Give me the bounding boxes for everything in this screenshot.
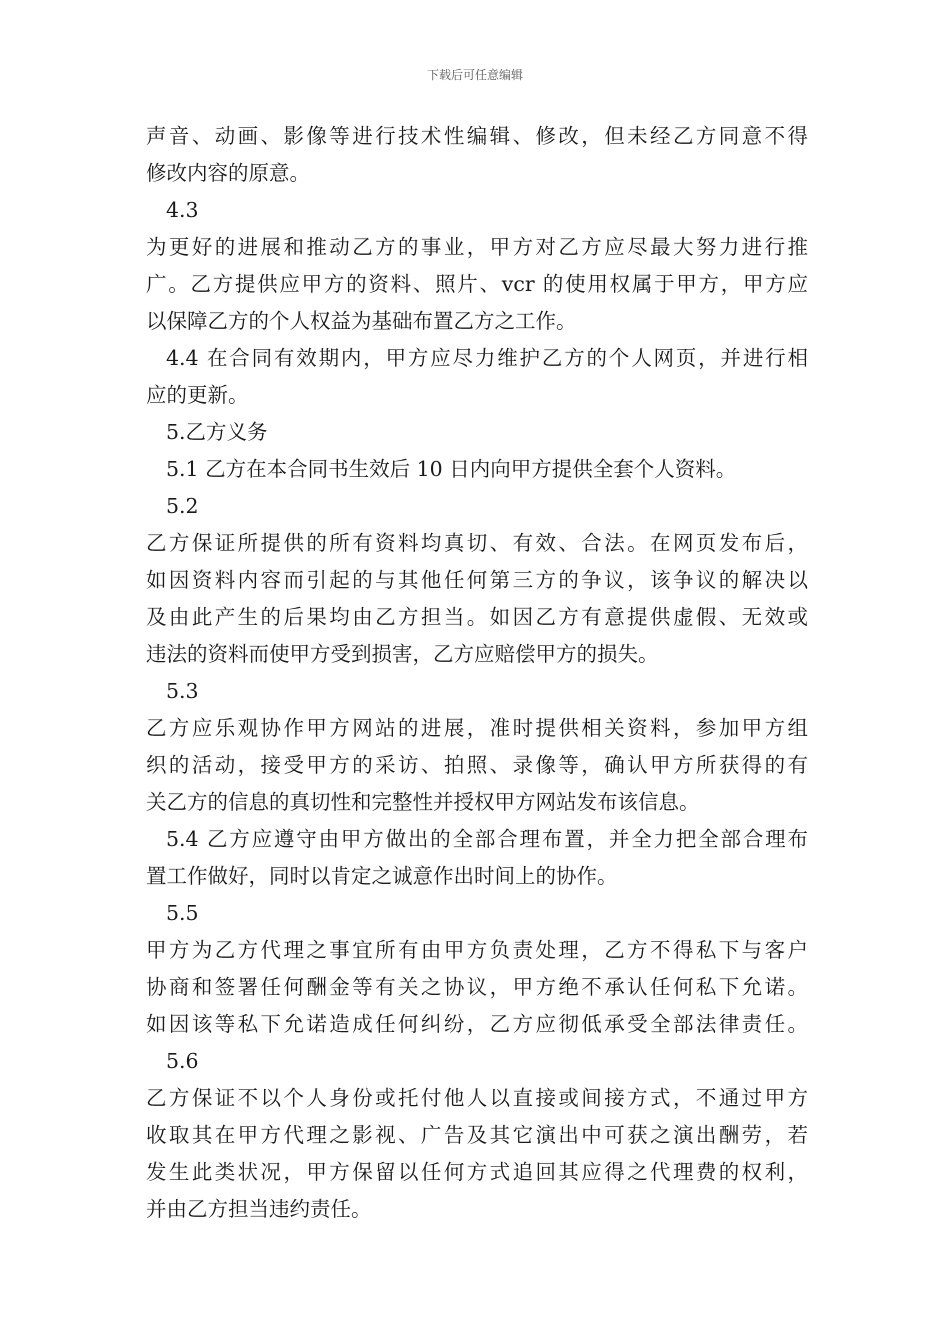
text-line: 5.4 乙方应遵守由甲方做出的全部合理布置，并全力把全部合理布 <box>166 827 808 851</box>
text-line: 发生此类状况，甲方保留以任何方式追回其应得之代理费的权利， <box>146 1160 808 1184</box>
text-line: 修改内容的原意。 <box>146 161 310 185</box>
text-line: 关乙方的信息的真切性和完整性并授权甲方网站发布该信息。 <box>146 790 700 814</box>
text-line: 如因资料内容而引起的与其他任何第三方的争议，该争议的解决以 <box>146 568 808 592</box>
text-line: 乙方保证不以个人身份或托付他人以直接或间接方式，不通过甲方 <box>146 1086 808 1110</box>
text-line: 织的活动，接受甲方的采访、拍照、录像等，确认甲方所获得的有 <box>146 753 808 777</box>
text-line: 乙方应乐观协作甲方网站的进展，准时提供相关资料，参加甲方组 <box>146 716 808 740</box>
text-line: 5.乙方义务 <box>166 420 268 444</box>
document-body <box>146 118 808 1228</box>
text-line: 并由乙方担当违约责任。 <box>146 1197 372 1221</box>
text-line: 5.3 <box>166 679 199 703</box>
text-line: 乙方保证所提供的所有资料均真切、有效、合法。在网页发布后， <box>146 531 808 555</box>
text-line: 为更好的进展和推动乙方的事业，甲方对乙方应尽最大努力进行推 <box>146 235 808 259</box>
text-line: 5.1 乙方在本合同书生效后 10 日内向甲方提供全套个人资料。 <box>166 457 737 481</box>
text-line: 以保障乙方的个人权益为基础布置乙方之工作。 <box>146 309 577 333</box>
text-line: 4.3 <box>166 198 199 222</box>
text-line: 声音、动画、影像等进行技术性编辑、修改，但未经乙方同意不得 <box>146 124 808 148</box>
text-line: 协商和签署任何酬金等有关之协议，甲方绝不承认任何私下允诺。 <box>146 975 808 999</box>
page-header-note: 下载后可任意编辑 <box>426 68 523 82</box>
text-line: 4.4 在合同有效期内，甲方应尽力维护乙方的个人网页，并进行相 <box>166 346 808 370</box>
text-line: 5.6 <box>166 1049 199 1073</box>
text-line: 广。乙方提供应甲方的资料、照片、vcr 的使用权属于甲方，甲方应 <box>146 272 808 296</box>
text-line: 违法的资料而使甲方受到损害，乙方应赔偿甲方的损失。 <box>146 642 659 666</box>
text-line: 甲方为乙方代理之事宜所有由甲方负责处理，乙方不得私下与客户 <box>146 938 808 962</box>
text-line: 收取其在甲方代理之影视、广告及其它演出中可获之演出酬劳，若 <box>146 1123 808 1147</box>
text-line: 及由此产生的后果均由乙方担当。如因乙方有意提供虚假、无效或 <box>146 605 808 629</box>
text-line: 置工作做好，同时以肯定之诚意作出时间上的协作。 <box>146 864 618 888</box>
text-line: 5.2 <box>166 494 199 518</box>
text-line: 应的更新。 <box>146 383 249 407</box>
text-line: 5.5 <box>166 901 199 925</box>
text-line: 如因该等私下允诺造成任何纠纷，乙方应彻低承受全部法律责任。 <box>146 1012 808 1036</box>
